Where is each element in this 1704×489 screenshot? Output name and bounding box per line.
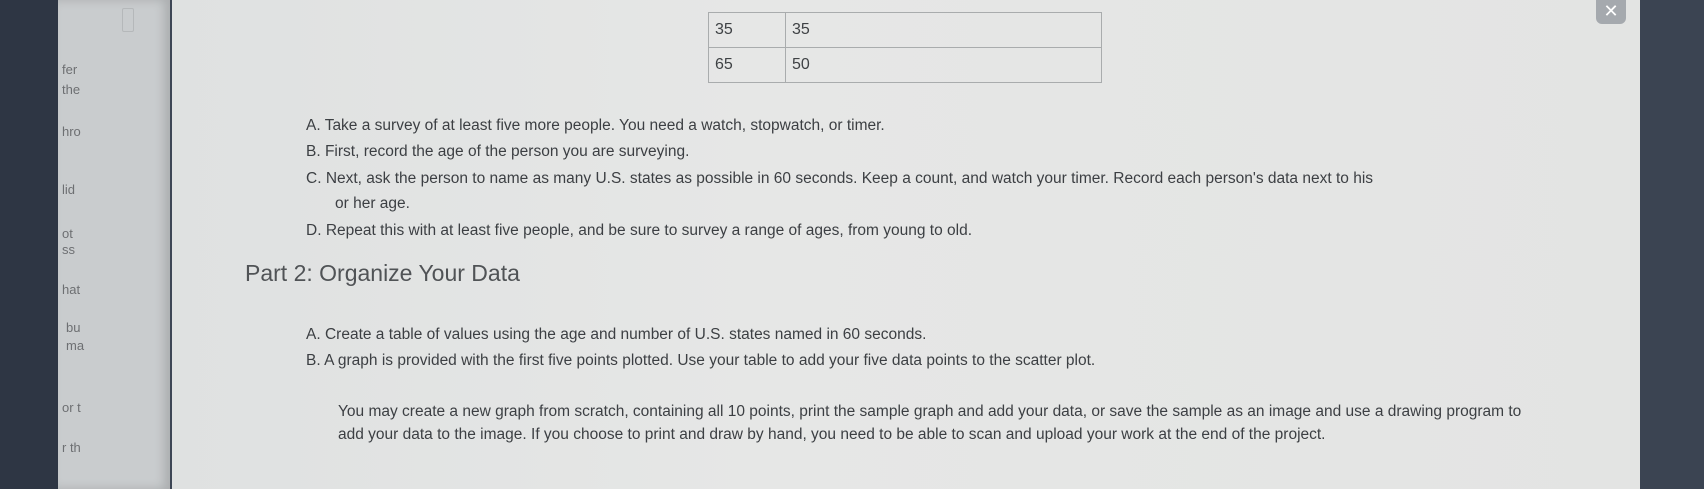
close-button[interactable]: [1596, 0, 1626, 24]
background-window-right: [1640, 0, 1704, 489]
table-row: [709, 48, 1102, 83]
item-text: A graph is provided with the first five points plotted. Use your table to add your five data points to the scatter plot.: [324, 352, 1096, 369]
item-text: Next, ask the person to name as many U.S. states as possible in 60 seconds. Keep a count, and watch your timer. Record each person's data next to his: [325, 170, 1374, 187]
item-text: Repeat this with at least five people, and be sure to survey a range of ages, from young to old.: [325, 222, 973, 239]
item-label: C.: [306, 170, 322, 187]
item-label: D.: [306, 222, 322, 239]
background-text: the: [62, 82, 81, 97]
background-text: hro: [62, 124, 81, 139]
item-text: Take a survey of at least five more people. You need a watch, stopwatch, or timer.: [324, 117, 885, 134]
item-text: First, record the age of the person you are surveying.: [324, 143, 690, 160]
section-heading: Part 2: Organize Your Data: [245, 260, 520, 286]
background-window-edge: [0, 0, 58, 489]
table-cell: 35: [786, 13, 1102, 48]
table-cell: 35: [709, 13, 786, 48]
item-label: B.: [306, 143, 321, 160]
background-text: ma: [66, 338, 85, 353]
background-text: hat: [62, 282, 81, 297]
table-cell: 65: [709, 48, 786, 83]
list-item: [306, 170, 1373, 213]
instructions-paragraph: You may create a new graph from scratch, containing all 10 points, print the sample graph and add your data, or save the sample as an image and use a drawing program to add your data to the image. If you choose to print and draw by hand, you need to be able to scan and upload your work at the end of the project.: [338, 403, 1522, 443]
table-cell: 50: [786, 48, 1102, 83]
data-table: [708, 12, 1102, 83]
background-window: [58, 0, 170, 489]
item-text-continued: or her age.: [335, 195, 410, 212]
list-item: [306, 143, 689, 161]
item-text: Create a table of values using the age and number of U.S. states named in 60 seconds.: [324, 326, 927, 343]
background-text: lid: [62, 182, 76, 197]
list-item: [306, 222, 972, 240]
close-icon: ✕: [1603, 1, 1619, 21]
list-item: [306, 326, 926, 344]
background-text: fer: [62, 62, 78, 77]
background-box: [122, 8, 134, 32]
background-text: bu: [66, 320, 81, 335]
background-text: ot: [62, 226, 73, 241]
list-item: [306, 117, 885, 135]
table-row: [709, 13, 1102, 48]
background-text: r th: [62, 440, 81, 455]
list-item: [306, 352, 1095, 370]
background-text: or t: [62, 400, 81, 415]
item-label: A.: [306, 117, 321, 134]
item-label: A.: [306, 326, 321, 343]
item-label: B.: [306, 352, 321, 369]
background-text: ss: [62, 242, 75, 257]
